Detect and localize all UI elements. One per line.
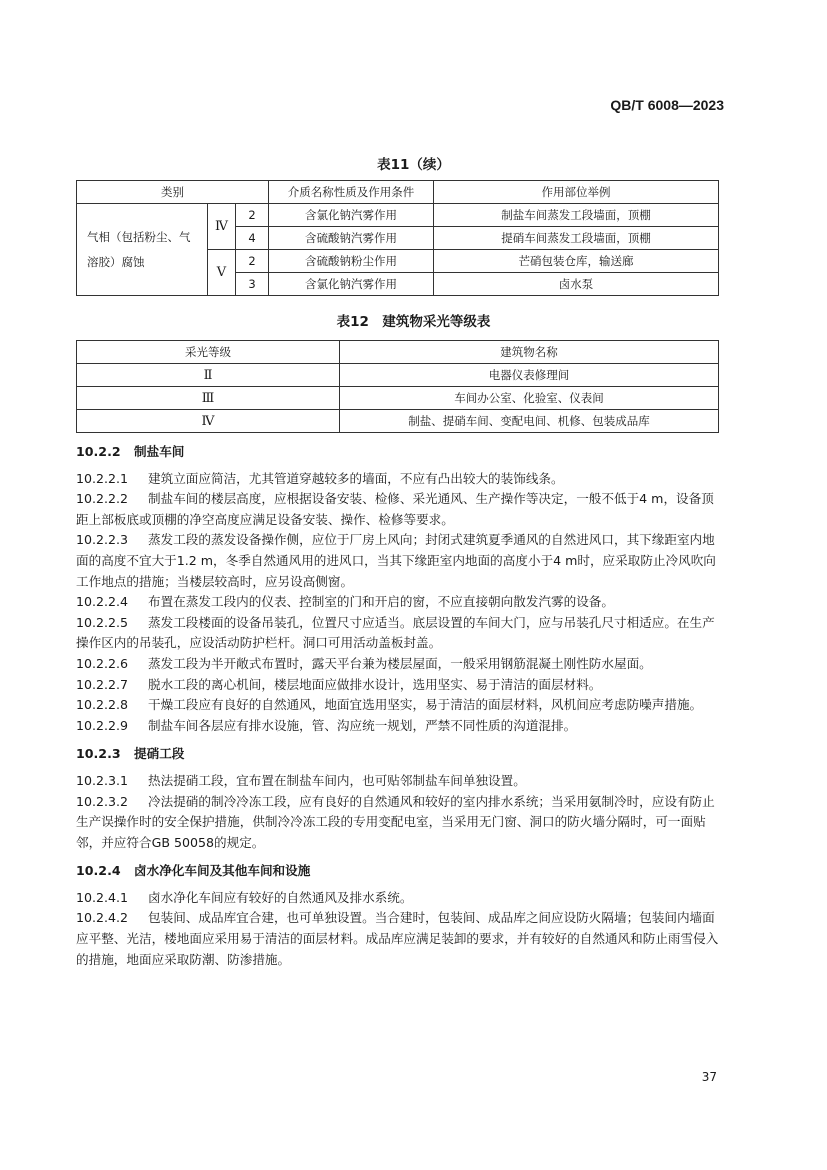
table11-category-cell: 气相（包括粉尘、气溶胶）腐蚀 [77, 204, 208, 296]
clause: 10.2.2.3 蒸发工段的蒸发设备操作侧，应位于厂房上风向；封闭式建筑夏季通风的自然进风口，其下缘距室内地面的高度不宜大于1.2 m，冬季自然通风用的进风口，当其下缘距室内地面的高度小于4 m时，应采取防止冷风吹向工作地点的措施；当楼层较高时，应另设高侧窗。 [76, 532, 716, 589]
table11-level-cell: 3 [236, 273, 269, 296]
clause: 10.2.2.1 建筑立面应简洁，尤其管道穿越较多的墙面，不应有凸出较大的装饰线条。 [76, 470, 564, 486]
table11-header-category: 类别 [77, 181, 269, 204]
table12-grade-cell: Ⅲ [77, 387, 340, 410]
table11-grade-cell: Ⅴ [208, 250, 236, 296]
table11-location-cell: 提硝车间蒸发工段墙面，顶棚 [434, 227, 719, 250]
table12-name-cell: 制盐、提硝车间、变配电间、机修、包装成品库 [340, 410, 719, 433]
table12 [76, 340, 719, 433]
clause: 10.2.3.2 冷法提硝的制冷冷冻工段，应有良好的自然通风和较好的室内排水系统；当采用氨制冷时，应设有防止生产误操作时的安全保护措施，供制冷冷冻工段的专用变配电室，当采用无门窗、洞口的防火墙分隔时，可一面贴邻，并应符合GB 50058的规定。 [76, 793, 715, 850]
section-heading: 10.2.4 卤水净化车间及其他车间和设施 [76, 863, 311, 879]
table11-header-medium: 介质名称性质及作用条件 [269, 181, 434, 204]
table11-medium-cell: 含硫酸钠汽雾作用 [269, 227, 434, 250]
clause: 10.2.4.1 卤水净化车间应有较好的自然通风及排水系统。 [76, 889, 413, 905]
clause: 10.2.2.2 制盐车间的楼层高度，应根据设备安装、检修、采光通风、生产操作等决定，一般不低于4 m，设备顶距上部板底或顶棚的净空高度应满足设备安装、操作、检修等要求。 [76, 491, 714, 527]
clause: 10.2.2.4 布置在蒸发工段内的仪表、控制室的门和开启的窗，不应直接朝向散发汽雾的设备。 [76, 594, 614, 610]
table12-title: 表12 建筑物采光等级表 [336, 314, 491, 330]
table12-header-name: 建筑物名称 [340, 341, 719, 364]
table11-level-cell: 2 [236, 204, 269, 227]
table-row [77, 204, 719, 227]
table12-grade-cell: Ⅱ [77, 364, 340, 387]
table11-medium-cell: 含氯化钠汽雾作用 [269, 273, 434, 296]
clause: 10.2.2.7 脱水工段的离心机间，楼层地面应做排水设计，选用坚实、易于清洁的面层材料。 [76, 676, 602, 692]
clause: 10.2.2.6 蒸发工段为半开敞式布置时，露天平台兼为楼层屋面，一般采用钢筋混凝土刚性防水屋面。 [76, 655, 652, 671]
table11-location-cell: 卤水泵 [434, 273, 719, 296]
table11-medium-cell: 含氯化钠汽雾作用 [269, 204, 434, 227]
table11-level-cell: 2 [236, 250, 269, 273]
table12-grade-cell: Ⅳ [77, 410, 340, 433]
clause: 10.2.2.8 干燥工段应有良好的自然通风，地面宜选用坚实，易于清洁的面层材料，风机间应考虑防噪声措施。 [76, 697, 703, 713]
table11-medium-cell: 含硫酸钠粉尘作用 [269, 250, 434, 273]
table12-header-row [77, 341, 719, 364]
table11-header-row [77, 181, 719, 204]
body-text [76, 440, 721, 970]
section-heading: 10.2.3 提硝工段 [76, 746, 185, 762]
clause: 10.2.2.9 制盐车间各层应有排水设施，管、沟应统一规划，严禁不同性质的沟道混排。 [76, 717, 577, 733]
table-row [77, 364, 719, 387]
table11-grade-cell: Ⅳ [208, 204, 236, 250]
table11-location-cell: 芒硝包装仓库，输送廊 [434, 250, 719, 273]
table-row [77, 387, 719, 410]
clause: 10.2.4.2 包装间、成品库宜合建，也可单独设置。当合建时，包装间、成品库之间应设防火隔墙；包装间内墙面应平整、光洁，楼地面应采用易于清洁的面层材料。成品库应满足装卸的要求，并有较好的自然通风和防止雨雪侵入的措施，地面应采取防潮、防渗措施。 [76, 910, 719, 967]
table12-name-cell: 车间办公室、化验室、仪表间 [340, 387, 719, 410]
table11-title: 表11（续） [377, 157, 450, 173]
clause: 10.2.2.5 蒸发工段楼面的设备吊装孔，位置尺寸应适当。底层设置的车间大门，应与吊装孔尺寸相适应。在生产操作区内的吊装孔，应设活动防护栏杆。洞口可用活动盖板封盖。 [76, 614, 715, 651]
section-heading: 10.2.2 制盐车间 [76, 444, 185, 459]
standard-code: QB/T 6008—2023 [610, 97, 724, 113]
table12-name-cell: 电器仪表修理间 [340, 364, 719, 387]
table12-header-grade: 采光等级 [77, 341, 340, 364]
table-row [77, 410, 719, 433]
table11-location-cell: 制盐车间蒸发工段墙面，顶棚 [434, 204, 719, 227]
table11-header-location: 作用部位举例 [434, 181, 719, 204]
clause: 10.2.3.1 热法提硝工段，宜布置在制盐车间内，也可贴邻制盐车间单独设置。 [76, 772, 526, 788]
table11 [76, 180, 719, 296]
table11-level-cell: 4 [236, 227, 269, 250]
page-number: 37 [701, 1070, 717, 1084]
